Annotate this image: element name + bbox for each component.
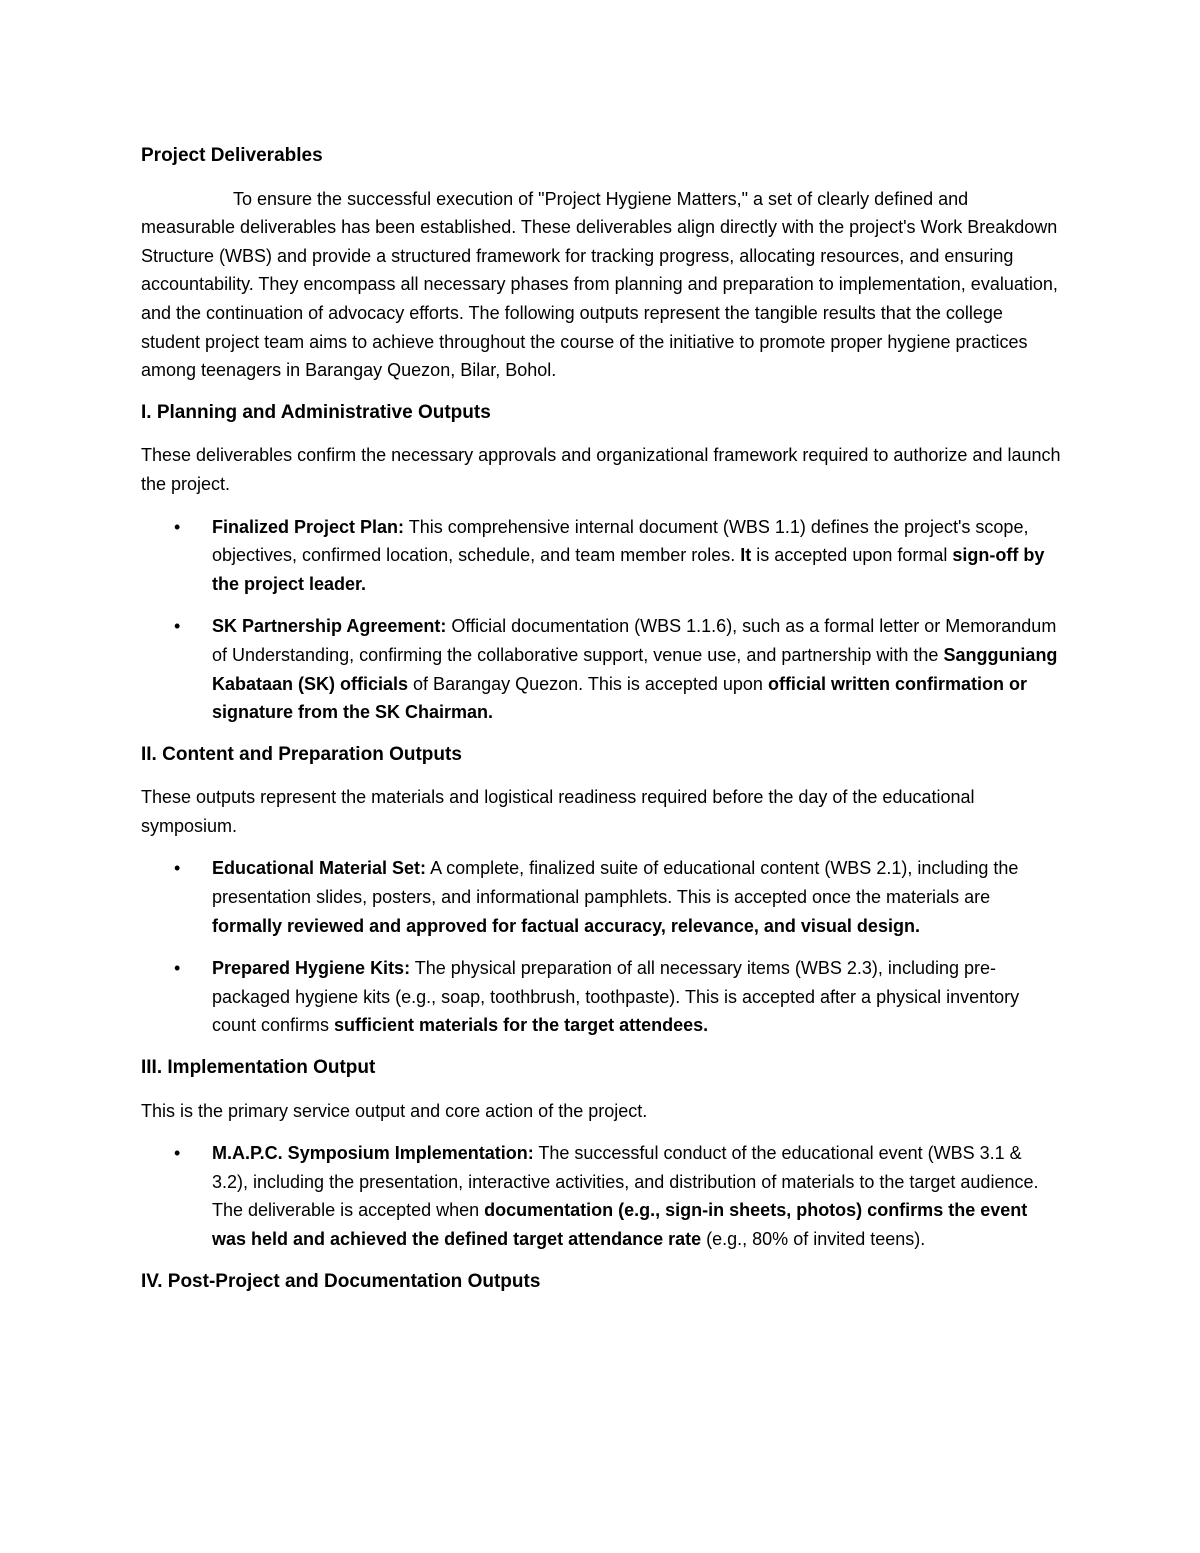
list-item xyxy=(141,513,1061,599)
document-body xyxy=(141,140,1061,1310)
item-emphasis: sign-off by the project leader. xyxy=(212,545,1045,594)
item-text: of Barangay Quezon. This is accepted upon xyxy=(408,673,768,694)
item-text: (e.g., 80% of invited teens). xyxy=(701,1229,926,1249)
section-intro-content: These outputs represent the materials and logistical readiness required before the day of the educational symposium. xyxy=(141,787,975,836)
item-label: Educational Material Set: xyxy=(212,858,427,879)
bullet-icon: • xyxy=(174,858,181,879)
bullet-icon: • xyxy=(174,1143,181,1164)
item-emphasis: official written confirmation or signature from the SK Chairman. xyxy=(212,673,1027,723)
item-label: M.A.P.C. Symposium Implementation: xyxy=(212,1143,534,1164)
list-item xyxy=(141,954,1061,1040)
item-emphasis: documentation (e.g., sign-in sheets, photos) confirms the event was held and achieved the defined target attendance rate xyxy=(212,1200,1028,1249)
intro-paragraph: To ensure the successful execution of "Project Hygiene Matters," a set of clearly defined and measurable deliverables has been established. These deliverables align directly with the project's Work Breakdown Structure (WBS) and provide a structured framework for tracking progress, allocating resources, and ensuring accountability. They encompass all necessary phases from planning and preparation to implementation, evaluation, and the continuation of advocacy efforts. The following outputs represent the tangible results that the college student project team aims to achieve throughout the course of the initiative to promote proper hygiene practices among teenagers in Barangay Quezon, Bilar, Bohol. xyxy=(141,188,1058,381)
list-item xyxy=(141,612,1061,726)
section-intro-planning: These deliverables confirm the necessary approvals and organizational framework required to authorize and launch the project. xyxy=(141,445,1061,494)
deliverable-list-content xyxy=(141,854,1061,1040)
list-item xyxy=(141,1139,1061,1253)
section-heading-planning: I. Planning and Administrative Outputs xyxy=(141,401,491,423)
item-emphasis: It xyxy=(740,545,752,566)
item-text: The physical preparation of all necessary items (WBS 2.3), including pre-packaged hygiene kits (e.g., soap, toothbrush, toothpaste). This is accepted after a physical inventory count confirms xyxy=(212,958,1020,1036)
list-item xyxy=(141,854,1061,940)
page-title: Project Deliverables xyxy=(141,145,323,166)
item-label: SK Partnership Agreement: xyxy=(212,616,447,637)
item-emphasis: Sangguniang Kabataan (SK) officials xyxy=(212,644,1058,694)
section-heading-post-project: IV. Post-Project and Documentation Outputs xyxy=(141,1270,541,1292)
item-text: This comprehensive internal document (WBS 1.1) defines the project's scope, objectives, confirmed location, schedule, and team member roles. xyxy=(212,516,1029,566)
bullet-icon: • xyxy=(174,958,181,979)
item-text: The successful conduct of the educational event (WBS 3.1 & 3.2), including the presentation, interactive activities, and distribution of materials to the target audience. The deliverable is accepted when xyxy=(212,1143,1039,1221)
bullet-icon: • xyxy=(174,516,181,537)
section-intro-implementation: This is the primary service output and core action of the project. xyxy=(141,1100,648,1121)
bullet-icon: • xyxy=(174,616,181,637)
item-label: Finalized Project Plan: xyxy=(212,516,405,537)
section-heading-implementation: III. Implementation Output xyxy=(141,1057,376,1079)
section-heading-content: II. Content and Preparation Outputs xyxy=(141,743,462,765)
item-text: A complete, finalized suite of educational content (WBS 2.1), including the presentation slides, posters, and informational pamphlets. This is accepted once the materials are xyxy=(212,858,1019,908)
deliverable-list-implementation xyxy=(141,1139,1061,1253)
item-emphasis: sufficient materials for the target attendees. xyxy=(334,1015,709,1036)
item-label: Prepared Hygiene Kits: xyxy=(212,958,411,979)
item-text: is accepted upon formal xyxy=(751,545,953,566)
item-text: Official documentation (WBS 1.1.6), such as a formal letter or Memorandum of Understanding, confirming the collaborative support, venue use, and partnership with the xyxy=(212,616,1057,665)
deliverable-list-planning xyxy=(141,513,1061,727)
item-emphasis: formally reviewed and approved for factual accuracy, relevance, and visual design. xyxy=(212,915,920,936)
